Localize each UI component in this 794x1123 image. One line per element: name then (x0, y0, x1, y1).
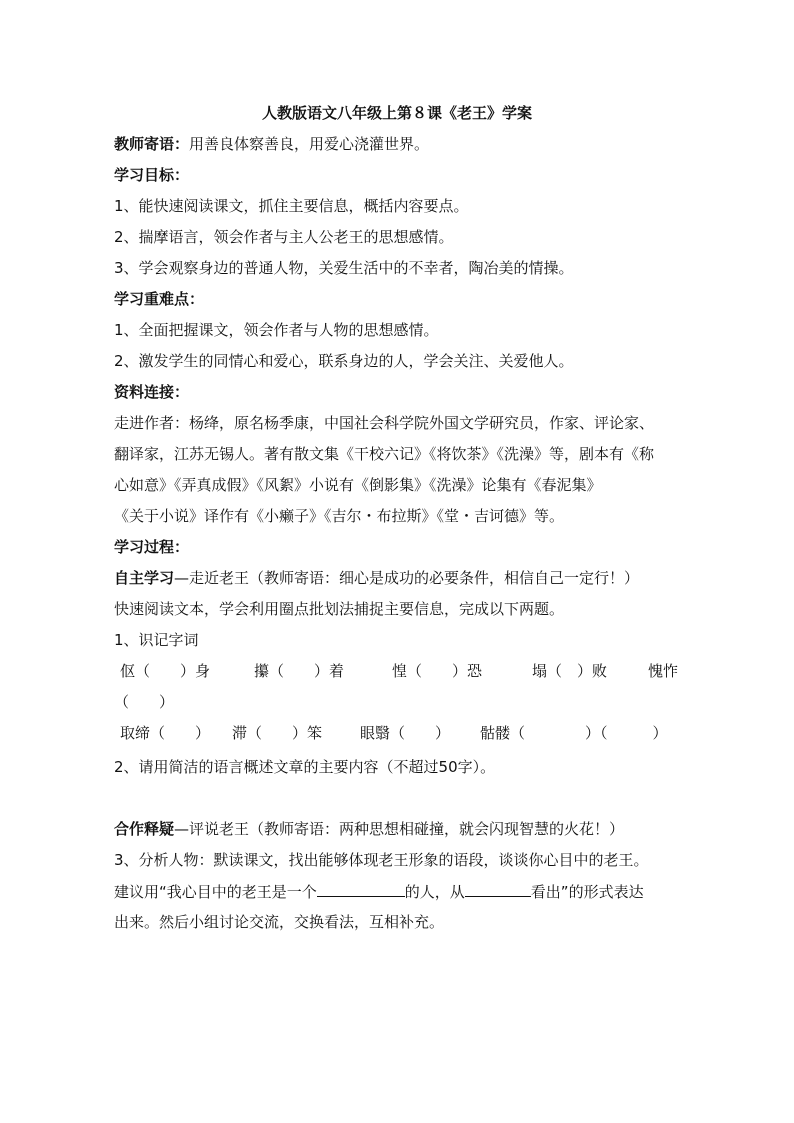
cooperation-label: 合作释疑 (114, 820, 175, 838)
objective-item: 2、揣摩语言，领会作者与主人公老王的思想感情。 (114, 228, 454, 246)
blank-line[interactable] (317, 881, 405, 897)
task3: 3、分析人物：默读课文，找出能够体现老王形象的语段，谈谈你心目中的老王。 (114, 851, 649, 869)
task3-line3: 出来。然后小组讨论交流，交换看法，互相补充。 (114, 913, 445, 931)
self-study-instruction: 快速阅读文本，学会利用圈点批划法捕捉主要信息，完成以下两题。 (114, 600, 565, 618)
self-study-section (114, 568, 684, 588)
vocab-item: 伛（ ）身 (120, 662, 211, 680)
task3-prompt-c: 看出”的形式表达 (530, 883, 644, 901)
task3-prompt-a: 建议用“我心目中的老王是一个 (114, 883, 317, 901)
self-study-label: 自主学习 (114, 569, 175, 587)
objective-item: 3、学会观察身边的普通人物，关爱生活中的不幸者，陶冶美的情操。 (114, 259, 574, 277)
vocab-item: 滞（ ）笨 (232, 724, 323, 742)
motto-text: 用善良体察善良，用爱心浇灌世界。 (189, 135, 430, 153)
task1-label: 1、识记字词 (114, 631, 199, 649)
vocab-item: 惶（ ）恐 (392, 662, 483, 680)
resources-line: 心如意》《弄真成假》《风絮》小说有《倒影集》《洗澡》论集有《春泥集》 (114, 476, 602, 494)
process-heading: 学习过程： (114, 538, 190, 556)
resources-line: 走进作者：杨绛，原名杨季康，中国社会科学院外国文学研究员，作家、评论家、 (114, 414, 655, 432)
task3-line2 (114, 881, 684, 902)
vocab-item: 塌（ ）败 (532, 662, 608, 680)
task2: 2、请用简洁的语言概述文章的主要内容（不超过50字）。 (114, 758, 496, 776)
vocab-item: 眼翳（ ） (360, 724, 451, 742)
task3-prompt-b: 的人，从 (404, 883, 465, 901)
key-point-item: 1、全面把握课文，领会作者与人物的思想感情。 (114, 321, 439, 339)
blank-line[interactable] (465, 881, 531, 897)
vocab-item: 取缔（ ） (120, 724, 211, 742)
key-point-item: 2、激发学生的同情心和爱心，联系身边的人，学会关注、关爱他人。 (114, 352, 574, 370)
cooperation-text: —评说老王（教师寄语：两种思想相碰撞，就会闪现智慧的火花！） (174, 820, 625, 838)
cooperation-section (114, 819, 684, 839)
objective-item: 1、能快速阅读课文，抓住主要信息，概括内容要点。 (114, 197, 469, 215)
vocab-item: （ ） (114, 693, 175, 711)
teacher-motto (114, 134, 684, 154)
page-title: 人教版语文八年级上第８课《老王》学案 (261, 104, 532, 122)
key-points-heading: 学习重难点： (114, 290, 205, 308)
motto-label: 教师寄语： (114, 135, 190, 153)
resources-line: 《关于小说》译作有《小癞子》《吉尔・布拉斯》《堂・吉诃德》等。 (114, 507, 565, 525)
resources-line: 翻译家，江苏无锡人。著有散文集《干校六记》《将饮茶》《洗澡》等，剧本有《称 (114, 445, 655, 463)
vocab-item: 愧怍 (648, 662, 679, 680)
resources-heading: 资料连接： (114, 383, 190, 401)
objectives-heading: 学习目标： (114, 166, 190, 184)
vocab-item: 骷髅（ ）（ ） (480, 724, 668, 742)
vocab-item: 攥（ ）着 (254, 662, 345, 680)
self-study-text: —走近老王（教师寄语：细心是成功的必要条件，相信自己一定行！） (174, 569, 640, 587)
